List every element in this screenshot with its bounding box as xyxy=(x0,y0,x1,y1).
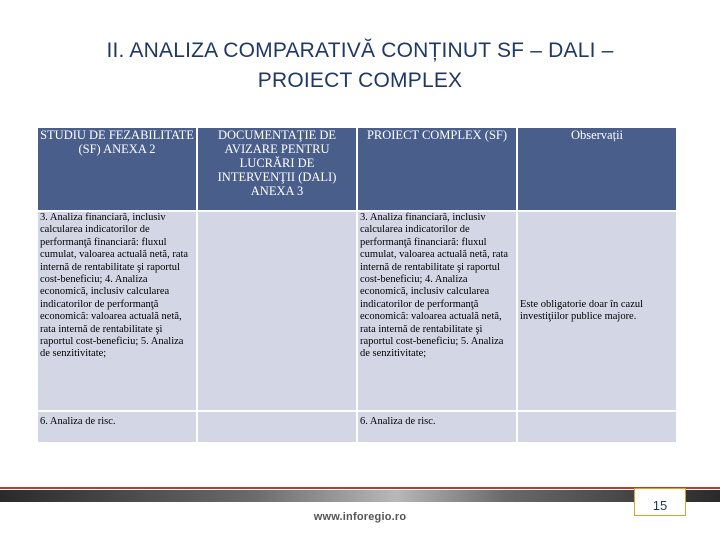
header-observatii: Observații xyxy=(518,128,676,210)
table-header-row xyxy=(38,128,676,210)
footer-accent-line xyxy=(0,487,720,489)
row1-sf-cell: 3. Analiza financiară, inclusiv calcularea indicatorilor de performanţă financiară: fluxul cumulat, valoarea actuală netă, rata internă de rentabilitate şi raportul cost-beneficiu; 4. Analiza economică, inclusiv calcularea indicatorilor de performanţă economică: valoarea actuală netă, rata internă de rentabilitate şi raportul cost-beneficiu; 5. Analiza de senzitivitate; xyxy=(38,212,196,410)
page-title xyxy=(20,36,700,96)
table-row xyxy=(38,412,676,442)
footer-url[interactable]: www.inforegio.ro xyxy=(313,511,407,523)
page-number: 15 xyxy=(652,498,668,513)
title-line-2: PROIECT COMPLEX xyxy=(257,69,463,92)
row2-observatii-cell xyxy=(518,412,676,442)
footer-bar xyxy=(0,490,720,502)
row1-observatii-cell: Este obligatorie doar în cazul investiţiilor publice majore. xyxy=(518,212,676,410)
row1-dali-cell xyxy=(198,212,356,410)
row2-dali-cell xyxy=(198,412,356,442)
page-number-box xyxy=(634,488,686,516)
row2-sf-cell: 6. Analiza de risc. xyxy=(38,412,196,442)
table-row xyxy=(38,212,676,410)
header-sf: STUDIU DE FEZABILITATE (SF) ANEXA 2 xyxy=(38,128,196,210)
row1-proiect-cell: 3. Analiza financiară, inclusiv calcularea indicatorilor de performanţă financiară: fluxul cumulat, valoarea actuală netă, rata internă de rentabilitate şi raportul cost-beneficiu; 4. Analiza economică, inclusiv calcularea indicatorilor de performanţă economică: valoarea actuală netă, rata internă de rentabilitate şi raportul cost-beneficiu; 5. Analiza de senzitivitate; xyxy=(358,212,516,410)
row2-proiect-cell: 6. Analiza de risc. xyxy=(358,412,516,442)
header-proiect-complex: PROIECT COMPLEX (SF) xyxy=(358,128,516,210)
header-dali: DOCUMENTAŢIE DE AVIZARE PENTRU LUCRĂRI DE INTERVENŢII (DALI) ANEXA 3 xyxy=(198,128,356,210)
title-line-1: II. ANALIZA COMPARATIVĂ CONȚINUT SF – DALI – xyxy=(106,39,614,62)
comparison-table xyxy=(36,126,678,444)
